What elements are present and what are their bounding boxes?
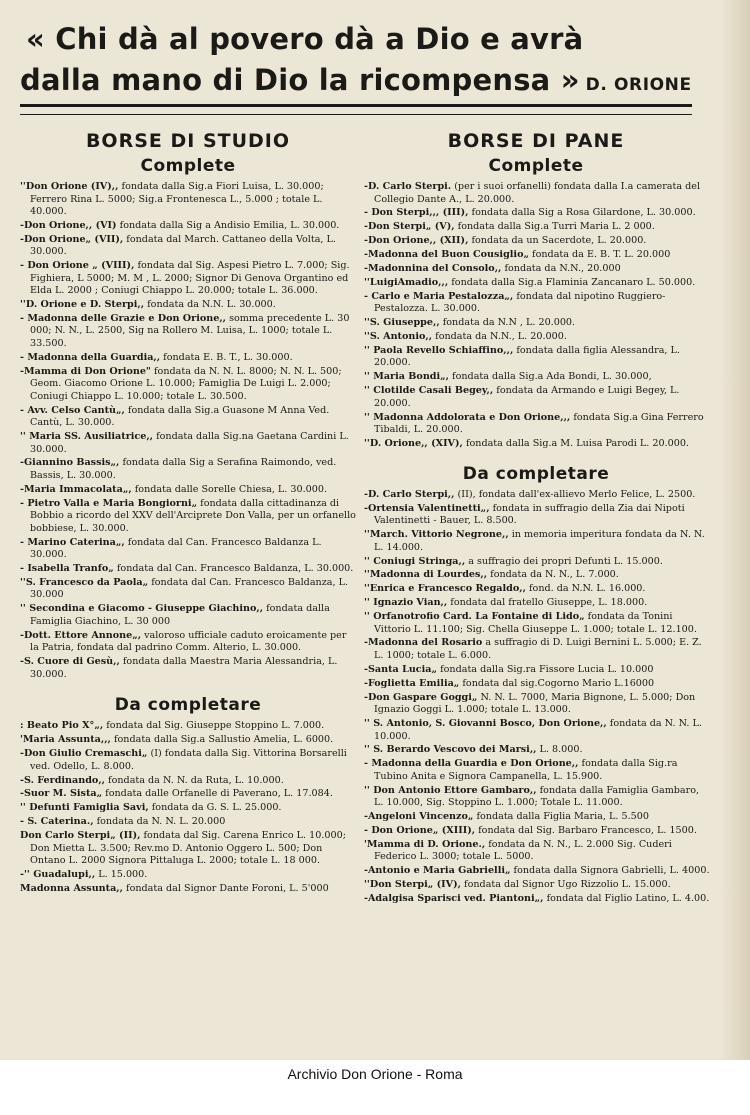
entry-text: fondata da N. N. L. 10.000. — [374, 718, 702, 742]
entry-text: valoroso ufficiale caduto eroicamente per la Patria, fondata dal padrino Comm. Alterio, L. 30.000. — [30, 629, 347, 654]
entry-text: fondata da N.N., L. 20.000. — [432, 331, 567, 343]
entry-text: fondata dalla Figlia Maria, L. 5.500 — [473, 811, 649, 823]
list-item — [362, 811, 710, 824]
entry-name: - S. Caterina., — [20, 816, 94, 828]
entry-name: '' Madonna Addolorata e Don Orione,,, — [364, 411, 571, 423]
entry-name: -'' Guadalupi,, — [20, 869, 96, 881]
entry-text: fondata dal March. Cattaneo della Volta, L. 30.000. — [30, 233, 336, 258]
entry-name: ''Enrica e Francesco Regaldo,, — [364, 583, 526, 595]
entry-name: - Madonna della Guardia e Don Orione,, — [364, 758, 579, 770]
list-item — [362, 235, 710, 248]
entry-name: -Mamma di Don Orione" — [20, 365, 151, 377]
entry-text: fondata dal sig.Cogorno Mario L.16000 — [459, 677, 655, 689]
entry-text: fondata dalla Sig.ra Tubino Anita e Signora Campanella, L. 15.900. — [374, 758, 678, 782]
entry-name: - Don Sterpi,,, (III), — [364, 207, 469, 219]
entry-text: L. 8.000. — [536, 744, 583, 756]
header-rule-thick — [20, 104, 692, 107]
entry-text: fondata dalla Famiglia Giachino, L. 30 000 — [30, 603, 330, 627]
list-item — [362, 412, 710, 437]
list-item — [362, 839, 710, 864]
list-item — [18, 484, 358, 497]
entry-text: fondata da Armando e Luigi Begey, L. 20.000. — [374, 385, 680, 409]
list-item — [362, 556, 710, 569]
entry-text: fondata dal Sig. Aspesi Pietro L. 7.000; Sig. Fighiera, L 5000; M. M , L. 2000; Signor Di Genova Organtino ed Elda L. 2000 ; Coniugi Chiappo L. 20.000; totale L. 36.000. — [30, 260, 350, 297]
entry-text: fondata dalla cittadinanza di Bobbio a ricordo del XXV dell'Arciprete Don Valla, per un orfanello bobbiese, L. 30.000. — [30, 497, 356, 534]
entry-name: -Don Gaspare Goggi„ — [364, 691, 478, 703]
list-item — [18, 630, 358, 655]
subsection-title-complete: Complete — [488, 156, 584, 176]
entry-text: fondata dal Sig. Barbaro Francesco, L. 1500. — [475, 825, 697, 836]
entry-text: fondata E. B. T., L. 30.000. — [160, 351, 293, 363]
entry-text: fondata da Tonini Vittorio L. 11.100; Sig. Chella Giuseppe L. 1.000; totale L. 12.100. — [374, 611, 697, 635]
entry-text: fondata dalla Signora Gabrielli, L. 4000. — [510, 865, 710, 877]
entry-text: fondata dalla Sig.a Ada Bondi, L. 30.000, — [449, 371, 652, 383]
list-item — [362, 345, 710, 370]
entry-name: Madonna Assunta,, — [20, 882, 123, 894]
entry-text: fondata da N.N. L. 30.000. — [144, 299, 276, 311]
entry-name: -Dott. Ettore Annone„, — [20, 629, 142, 641]
entry-name: -S. Cuore di Gesù,, — [20, 656, 120, 668]
entry-text: fondata dalla Sig.a Guasone M Anna Ved. Cantù, L. 30.000. — [30, 404, 330, 429]
entry-name: ''D. Orione e D. Sterpi,, — [20, 299, 145, 311]
list-item — [362, 503, 710, 528]
section-gap — [362, 452, 710, 461]
entry-name: ''D. Orione,, (XIV), — [364, 437, 463, 449]
list-item — [18, 234, 358, 259]
entry-name: ''S. Francesco da Paola„ — [20, 576, 149, 588]
entry-text: (per i suoi orfanelli) fondata dalla I.a camerata del Collegio Dante A., L. 20.000. — [374, 181, 701, 205]
entry-name: -Madonnina del Consolo,, — [364, 262, 502, 274]
entry-text: fondata Sig.a Gina Ferrero Tibaldi, L. 20.000. — [374, 411, 704, 436]
entry-text: fondata dalla Sig.a Sallustio Amelia, L. 6000. — [110, 734, 334, 746]
column-borse-di-pane — [362, 120, 710, 1055]
entry-text: fondata dalla Sig a Serafina Raimondo, ved. Bassis, L. 30.000. — [30, 457, 337, 481]
list-item — [18, 498, 358, 536]
entry-name: 'Mamma di D. Orione., — [364, 838, 486, 850]
entry-text: a suffragio di D. Luigi Bernini L. 5.000; E. Z. L. 1000; totale L. 6.000. — [374, 637, 702, 661]
entry-text: fondata dalla Sig a Rosa Gilardone, L. 30.000. — [468, 207, 696, 219]
list-item — [18, 775, 358, 788]
entry-name: '' Defunti Famiglia Savi, — [20, 802, 149, 814]
entry-name: -Madonna del Rosario — [364, 637, 483, 649]
list-item — [362, 893, 710, 906]
scholarship-incomplete-list — [18, 720, 358, 895]
entry-text: fondata da G. S. L. 25.000. — [148, 802, 282, 814]
entry-name: -Adalgisa Sparisci ved. Piantoni„, — [364, 893, 544, 905]
entry-text: fondata dal Can. Francesco Baldanza, L. 30.000. — [113, 562, 354, 574]
entry-name: -D. Carlo Sterpi. — [364, 181, 452, 192]
entry-name: '' S. Antonio, S. Giovanni Bosco, Don Orione,, — [364, 718, 607, 730]
list-item — [18, 299, 358, 312]
motto-author: D. ORIONE — [585, 75, 692, 95]
list-item — [18, 720, 358, 733]
list-item — [18, 603, 358, 628]
entry-text: fondata da un Sacerdote, L. 20.000. — [468, 235, 647, 247]
bread-incomplete-list — [362, 489, 710, 906]
entry-name: ''March. Vittorio Negrone,, — [364, 529, 509, 541]
entry-name: '' Maria SS. Ausiliatrice,, — [20, 431, 154, 443]
list-item — [362, 583, 710, 596]
entry-text: fondata da N. N. L. 20.000 — [93, 816, 226, 828]
entry-text: fondata in suffragio della Zia dai Nipoti Valentinetti - Bauer, L. 8.500. — [374, 502, 685, 527]
entry-text: fondata dal Sig. Giuseppe Stoppino L. 7.000. — [103, 720, 325, 732]
entry-name: '' Secondina e Giacomo - Giuseppe Giachino,, — [20, 603, 264, 615]
entry-name: '' Clotilde Casali Begey,, — [364, 385, 494, 397]
entry-name: ''S. Giuseppe,, — [364, 317, 440, 329]
entry-text: fondata dal Can. Francesco Baldanza L. 30.000. — [30, 536, 322, 561]
entry-text: fondata dalla Sig.na Gaetana Cardini L. 30.000. — [30, 431, 349, 455]
motto-header — [20, 18, 710, 105]
list-item — [18, 405, 358, 430]
entry-text: fondata da N. N. L. 8000; N. N. L. 500; Geom. Giacomo Orione L. 10.000; Famiglia De Luigi L. 2.000; Coniugi Chiappo L. 10.000; totale L. 30.500. — [30, 365, 342, 402]
page-edge-shadow — [720, 0, 750, 1060]
entry-name: ''Don Sterpi„ (IV), — [364, 879, 461, 891]
entry-text: fondata dalla Sig.ra Fissore Lucia L. 10.000 — [437, 663, 654, 675]
entry-name: -Don Giulio Cremaschi„ — [20, 748, 148, 760]
entry-text: fondata dalla Sig.a M. Luisa Parodi L. 20.000. — [462, 437, 689, 449]
entry-name: '' Ignazio Vian,, — [364, 597, 448, 609]
list-item — [362, 529, 710, 554]
entry-name: -Santa Lucia„ — [364, 663, 438, 675]
entry-text: (II), fondata dall'ex-allievo Merlo Felice, L. 2500. — [454, 488, 696, 500]
entry-name: -Don Orione,, (XII), — [364, 235, 469, 247]
entry-name: '' Don Antonio Ettore Gambaro,, — [364, 784, 537, 796]
entry-name: - Madonna della Guardia,, — [20, 351, 161, 363]
entry-name: -Giannino Bassis„, — [20, 457, 120, 469]
motto-line-2-text: dalla mano di Dio la ricompensa » — [20, 63, 580, 97]
list-item — [362, 277, 710, 290]
entry-text: N. N. L. 7000, Maria Bignone, L. 5.000; Don Ignazio Goggi L. 1.000; totale L. 13.000. — [374, 691, 696, 716]
entry-text: a suffragio dei propri Defunti L. 15.000. — [465, 555, 663, 567]
list-item — [18, 830, 358, 868]
list-item — [362, 181, 710, 206]
entry-name: -Antonio e Maria Gabrielli„ — [364, 865, 511, 877]
section-gap — [18, 682, 358, 692]
list-item — [18, 563, 358, 576]
entry-name: '' Maria Bondi„, — [364, 371, 449, 383]
list-item — [362, 597, 710, 610]
entry-name: -Foglietta Emilia„ — [364, 677, 460, 689]
entry-name: -Maria Immacolata„, — [20, 483, 132, 495]
column-borse-di-studio — [18, 120, 358, 1058]
entry-name: ''Don Orione (IV),, — [20, 181, 119, 192]
list-item — [362, 263, 710, 276]
list-item — [362, 692, 710, 717]
list-item — [362, 678, 710, 691]
entry-name: '' Orfanotrofio Card. La Fontaine di Lido„ — [364, 611, 585, 623]
list-item — [18, 260, 358, 298]
entry-name: - Madonna delle Grazie e Don Orione,, — [20, 312, 227, 324]
entry-name: - Don Orione„ (XIII), — [364, 825, 476, 836]
entry-text: fondata dalla Sig.a Flaminia Zancanaro L. 50.000. — [448, 276, 696, 288]
entry-name: '' S. Berardo Vescovo dei Marsi,, — [364, 744, 537, 756]
entry-text: fondata dal Can. Francesco Baldanza, L. 30.000 — [30, 576, 349, 601]
entry-text: L. 15.000. — [95, 869, 148, 881]
archive-credit: Archivio Don Orione - Roma — [287, 1066, 463, 1082]
entry-text: fondata da N.N , L. 20.000. — [439, 317, 576, 329]
scholarship-complete-list — [18, 181, 358, 681]
entry-name: ''LuigiAmadio,,, — [364, 276, 449, 288]
list-item — [362, 744, 710, 757]
entry-text: fondata dalle Orfanelle di Paverano, L. 17.084. — [102, 788, 333, 800]
entry-name: - Pietro Valla e Maria Bongiorni„ — [20, 497, 198, 509]
list-item — [18, 366, 358, 404]
entry-text: (I) fondata dalla Sig. Vittorina Borsarelli ved. Odello, L. 8.000. — [30, 748, 347, 772]
list-item — [362, 718, 710, 743]
subsection-title-da-completare: Da completare — [114, 695, 262, 716]
entry-name: Don Carlo Sterpi„ (II), — [20, 830, 141, 842]
entry-name: -Don Orione„ (VII), — [20, 233, 124, 245]
entry-name: -Ortensia Valentinetti„, — [364, 502, 490, 514]
bread-complete-list — [362, 181, 710, 450]
list-item — [18, 883, 358, 896]
entry-text: in memoria imperitura fondata da N. N. L. 14.000. — [374, 529, 705, 553]
entry-name: 'Maria Assunta,,, — [20, 734, 111, 746]
entry-name: ''S. Antonio,, — [364, 331, 433, 343]
list-item — [18, 748, 358, 773]
entry-name: : Beato Pio X°„, — [20, 720, 104, 732]
list-item — [362, 489, 710, 502]
list-item — [362, 825, 710, 838]
list-item — [362, 385, 710, 410]
list-item — [18, 457, 358, 482]
list-item — [18, 352, 358, 365]
list-item — [18, 734, 358, 747]
list-item — [362, 249, 710, 262]
entry-name: - Marino Caterina„, — [20, 536, 125, 548]
list-item — [362, 569, 710, 582]
motto-line-2 — [20, 60, 710, 105]
motto-line-1: « Chi dà al povero dà a Dio e avrà — [26, 22, 584, 56]
archive-footer — [0, 1060, 750, 1115]
entry-name: '' Coniugi Stringa,, — [364, 555, 466, 567]
entry-name: -Angeloni Vincenzo„ — [364, 811, 474, 823]
header-rule-thin — [20, 114, 692, 115]
list-item — [362, 879, 710, 892]
section-title-borse-di-studio: BORSE DI STUDIO — [85, 130, 291, 152]
entry-text: fondata da N. N., L. 2.000 Sig. Cuderi Federico L. 3000; totale L. 5000. — [374, 838, 672, 863]
entry-text: fondata da N.N., 20.000 — [501, 262, 621, 274]
list-item — [18, 537, 358, 562]
entry-name: ''Madonna di Lourdes,, — [364, 569, 488, 581]
entry-text: fondata dalla Sig.a Fiori Luisa, L. 30.000; Ferrero Rina L. 5000; Sig.a Frontenesca L., 5.000 ; totale L. 40.000. — [30, 181, 324, 217]
list-item — [362, 331, 710, 344]
list-item — [362, 785, 710, 810]
list-item — [362, 758, 710, 783]
entry-name: -Suor M. Sista„ — [20, 788, 103, 800]
entry-text: fondata dalla figlia Alessandra, L. 20.000. — [374, 344, 680, 369]
entry-text: fond. da N.N. L. 16.000. — [525, 583, 646, 595]
entry-name: -Don Sterpi„ (V), — [364, 221, 455, 233]
list-item — [362, 371, 710, 384]
entry-name: - Don Orione „ (VIII), — [20, 260, 135, 272]
entry-text: somma precedente L. 30 000; N. N., L. 2500, Sig na Rollero M. Luisa, L. 1000; totale L. 33.500. — [30, 312, 350, 349]
section-title-borse-di-pane: BORSE DI PANE — [447, 130, 625, 152]
entry-text: fondata dal nipotino Ruggiero-Pestalozza. L. 30.000. — [374, 290, 666, 315]
list-item — [362, 637, 710, 662]
entry-text: fondata da N. N., L. 7.000. — [487, 569, 619, 581]
list-item — [18, 869, 358, 882]
list-item — [362, 291, 710, 316]
subsection-title-complete: Complete — [140, 156, 236, 176]
list-item — [362, 221, 710, 234]
entry-text: fondata dal Signor Dante Foroni, L. 5'000 — [122, 882, 329, 894]
entry-name: - Avv. Celso Cantù„, — [20, 404, 125, 416]
list-item — [362, 438, 710, 451]
list-item — [18, 656, 358, 681]
entry-name: '' Paola Revello Schiaffino,,, — [364, 344, 514, 356]
entry-text: fondata dalle Sorelle Chiesa, L. 30.000. — [131, 483, 328, 495]
list-item — [362, 865, 710, 878]
list-item — [362, 317, 710, 330]
list-item — [18, 220, 358, 233]
list-item — [362, 207, 710, 220]
entry-name: - Isabella Tranfo„ — [20, 562, 114, 574]
list-item — [18, 788, 358, 801]
list-item — [362, 664, 710, 677]
entry-name: - Carlo e Maria Pestalozza„, — [364, 290, 514, 302]
list-item — [18, 816, 358, 829]
list-item — [18, 181, 358, 219]
entry-text: fondata da N. N. da Ruta, L. 10.000. — [105, 774, 284, 786]
list-item — [18, 313, 358, 351]
list-item — [18, 431, 358, 456]
entry-text: fondata dalla Sig.a Turri Maria L. 2 000. — [454, 221, 655, 233]
entry-name: -S. Ferdinando,, — [20, 774, 105, 786]
entry-text: fondata dalla Famiglia Gambaro, L. 10.000, Sig. Stoppino L. 1.000; Totale L. 11.000. — [374, 784, 700, 809]
entry-text: fondata da E. B. T. L. 20.000 — [529, 249, 671, 261]
entry-text: fondata dalla Sig a Andisio Emilia, L. 30.000. — [116, 219, 340, 231]
entry-text: fondata dalla Maestra Maria Alessandria, L. 30.000. — [30, 656, 338, 680]
list-item — [18, 577, 358, 602]
entry-text: fondata dal Figlio Latino, L. 4.00. — [543, 893, 710, 905]
entry-name: -Madonna del Buon Cousiglio„ — [364, 249, 529, 261]
entry-text: fondata dal Sig. Carena Enrico L. 10.000; Don Mietta L. 3.500; Rev.mo D. Antonio Oggero L. 500; Don Ontano L. 2000 Signora Pittaluga L. 2000; totale L. 18 000. — [30, 830, 346, 867]
list-item — [362, 611, 710, 636]
entry-name: -D. Carlo Sterpi,, — [364, 488, 455, 500]
entry-text: fondata dal fratello Giuseppe, L. 18.000. — [447, 597, 648, 609]
entry-text: fondata dal Signor Ugo Rizzolio L. 15.000. — [461, 879, 671, 891]
entry-name: -Don Orione,, (VI) — [20, 219, 117, 231]
list-item — [18, 802, 358, 815]
subsection-title-da-completare: Da completare — [462, 463, 610, 484]
